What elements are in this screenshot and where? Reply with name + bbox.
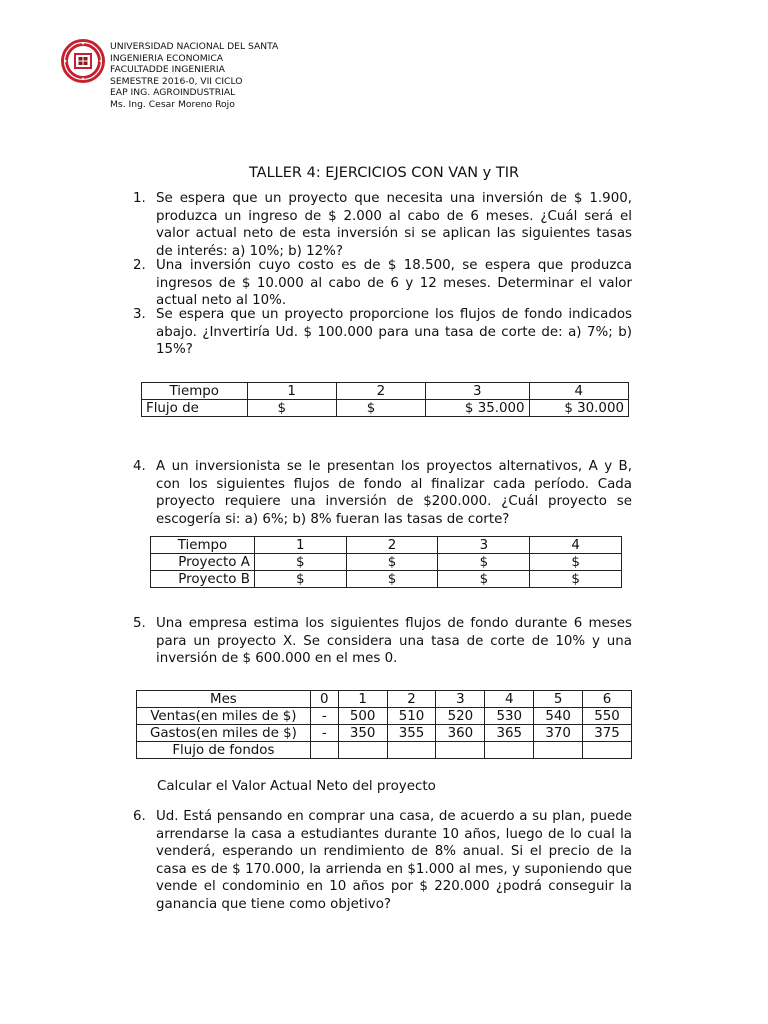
problem-text: Una inversión cuyo costo es de $ 18.500, se espera que produzca ingresos de $ 10.000 al cabo de 6 y 12 meses. Determinar el valor actual neto al 10%. bbox=[156, 258, 632, 308]
table-cell: 350 bbox=[338, 725, 387, 742]
table-cell: Ventas(en miles de $) bbox=[137, 708, 311, 725]
table-row bbox=[151, 571, 622, 588]
table-cell: 530 bbox=[485, 708, 534, 725]
page-title: TALLER 4: EJERCICIOS CON VAN y TIR bbox=[248, 165, 520, 181]
table-cell: 370 bbox=[534, 725, 583, 742]
table-cell: $ bbox=[254, 571, 346, 588]
problem-1 bbox=[133, 190, 632, 260]
table-cell: 2 bbox=[346, 537, 438, 554]
table-cell: Flujo de bbox=[142, 400, 248, 417]
problem-6 bbox=[133, 808, 632, 914]
table-row bbox=[137, 691, 632, 708]
table-cell bbox=[534, 742, 583, 759]
header-line: EAP ING. AGROINDUSTRIAL bbox=[110, 87, 236, 99]
table-cell: 4 bbox=[530, 537, 622, 554]
table-row bbox=[137, 708, 632, 725]
table-cell bbox=[310, 742, 338, 759]
problem-text: Una empresa estima los siguientes flujos de fondo durante 6 meses para un proyecto X. Se considera una tasa de corte de 10% y una inversión de $ 600.000 en el mes 0. bbox=[156, 616, 632, 666]
table-cell: $ bbox=[247, 400, 336, 417]
problem-text: A un inversionista se le presentan los proyectos alternativos, A y B, con los siguientes flujos de fondo al finalizar cada período. Cada proyecto requiere una inversión de $200.000. ¿Cuál proyecto se escogería si: a) 6%; b) 8% fueran las tasas de corte? bbox=[156, 459, 632, 527]
table-cell bbox=[583, 742, 632, 759]
problem-number: 6. bbox=[133, 809, 146, 824]
table-cell: 550 bbox=[583, 708, 632, 725]
header-line: SEMESTRE 2016-0, VII CICLO bbox=[110, 75, 243, 87]
problem-number: 2. bbox=[133, 258, 146, 273]
table-cell: 510 bbox=[387, 708, 436, 725]
table-cell: 375 bbox=[583, 725, 632, 742]
problem-text: Ud. Está pensando en comprar una casa, de acuerdo a su plan, puede arrendarse la casa a estudiantes durante 10 años, luego de lo cual la venderá, esperando un rendimiento de 8% anual. Si el precio de la casa es de $ 170.000, la arrienda en $1.000 al mes, y suponiendo que vende el condominio en 10 años por $ 220.000 ¿podrá conseguir la ganancia que tiene como objetivo? bbox=[156, 809, 632, 912]
table-cell: $ 35.000 bbox=[426, 400, 529, 417]
table-cell: Gastos(en miles de $) bbox=[137, 725, 311, 742]
table-cell: Proyecto A bbox=[151, 554, 255, 571]
calc-note: Calcular el Valor Actual Neto del proyecto bbox=[157, 779, 436, 794]
problem-number: 3. bbox=[133, 307, 146, 322]
table-row bbox=[151, 554, 622, 571]
table-cell: 4 bbox=[529, 383, 628, 400]
table-cell bbox=[387, 742, 436, 759]
table-cell: $ bbox=[438, 571, 530, 588]
table-cell: 1 bbox=[338, 691, 387, 708]
problem-number: 4. bbox=[133, 459, 146, 474]
table-cell: $ bbox=[530, 554, 622, 571]
table-cell: 4 bbox=[485, 691, 534, 708]
table-cell: 360 bbox=[436, 725, 485, 742]
table-cell: $ 30.000 bbox=[529, 400, 628, 417]
table-row bbox=[142, 383, 629, 400]
table-cell bbox=[485, 742, 534, 759]
table-cell: 355 bbox=[387, 725, 436, 742]
university-seal-icon bbox=[60, 38, 106, 84]
table-row bbox=[137, 725, 632, 742]
table-cell: 520 bbox=[436, 708, 485, 725]
table-cell: $ bbox=[346, 554, 438, 571]
table-cell: 0 bbox=[310, 691, 338, 708]
problem-3 bbox=[133, 306, 632, 359]
table-row bbox=[151, 537, 622, 554]
table-cell: 3 bbox=[436, 691, 485, 708]
projects-table-4 bbox=[150, 536, 622, 588]
table-cell: 500 bbox=[338, 708, 387, 725]
table-cell: 5 bbox=[534, 691, 583, 708]
table-cell: 1 bbox=[254, 537, 346, 554]
table-cell: Tiempo bbox=[142, 383, 248, 400]
header-lines bbox=[110, 41, 278, 111]
table-cell bbox=[436, 742, 485, 759]
table-cell: $ bbox=[254, 554, 346, 571]
table-cell: Mes bbox=[137, 691, 311, 708]
problem-text: Se espera que un proyecto proporcione los flujos de fondo indicados abajo. ¿Invertiría Ud. $ 100.000 para una tasa de corte de: a) 7%; b) 15%? bbox=[156, 307, 632, 357]
table-cell: $ bbox=[336, 400, 425, 417]
table-cell: Flujo de fondos bbox=[137, 742, 311, 759]
table-cell: 365 bbox=[485, 725, 534, 742]
problem-text: Se espera que un proyecto que necesita una inversión de $ 1.900, produzca un ingreso de $ 2.000 al cabo de 6 meses. ¿Cuál será el valor actual neto de esta inversión si se aplican las siguientes tasas de interés: a) 10%; b) 12%? bbox=[156, 191, 632, 259]
table-cell: - bbox=[310, 708, 338, 725]
table-cell: 6 bbox=[583, 691, 632, 708]
problem-5 bbox=[133, 615, 632, 668]
header-line: FACULTADDE INGENIERIA bbox=[110, 64, 225, 76]
problem-2 bbox=[133, 257, 632, 310]
table-cell: 3 bbox=[426, 383, 529, 400]
table-cell: $ bbox=[438, 554, 530, 571]
problem-4 bbox=[133, 458, 632, 528]
header-line: UNIVERSIDAD NACIONAL DEL SANTA bbox=[110, 41, 279, 52]
table-cell: 2 bbox=[336, 383, 425, 400]
table-cell: Proyecto B bbox=[151, 571, 255, 588]
table-cell: 540 bbox=[534, 708, 583, 725]
header-line: INGENIERIA ECONOMICA bbox=[110, 52, 224, 64]
table-cell: 3 bbox=[438, 537, 530, 554]
cash-flow-table-3 bbox=[141, 382, 629, 417]
table-cell bbox=[338, 742, 387, 759]
table-cell: $ bbox=[346, 571, 438, 588]
table-cell: - bbox=[310, 725, 338, 742]
table-cell: 1 bbox=[247, 383, 336, 400]
table-cell: Tiempo bbox=[151, 537, 255, 554]
problem-number: 5. bbox=[133, 616, 146, 631]
table-row bbox=[137, 742, 632, 759]
table-cell: $ bbox=[530, 571, 622, 588]
table-cell: 2 bbox=[387, 691, 436, 708]
table-row bbox=[142, 400, 629, 417]
header bbox=[60, 38, 460, 118]
problem-number: 1. bbox=[133, 191, 146, 206]
header-line: Ms. Ing. Cesar Moreno Rojo bbox=[110, 98, 235, 110]
cash-flow-table-5 bbox=[136, 690, 632, 759]
